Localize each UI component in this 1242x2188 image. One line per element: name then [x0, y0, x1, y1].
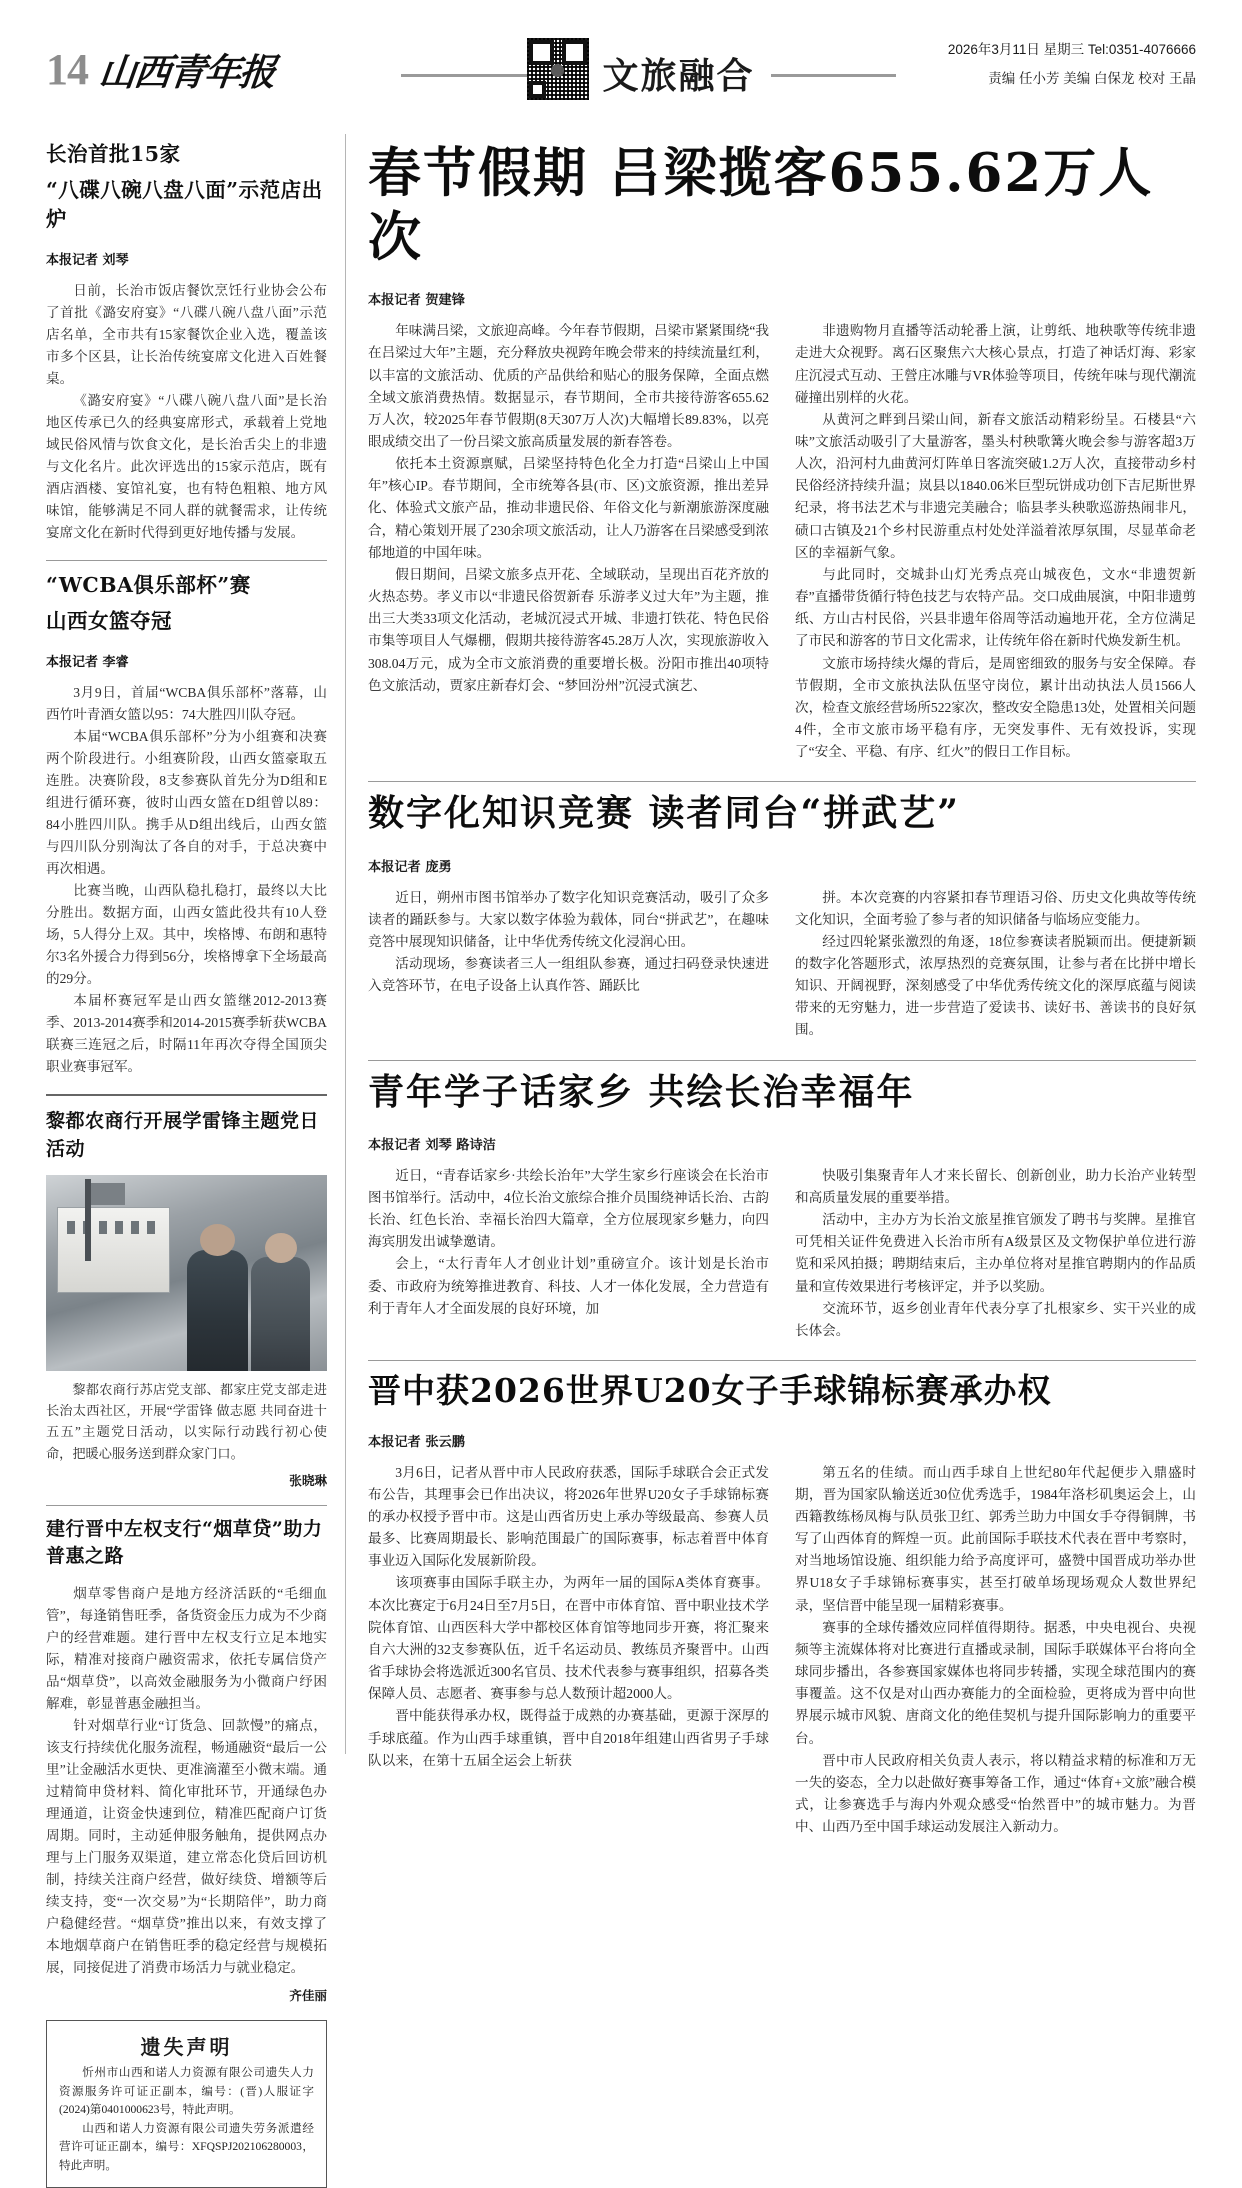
section3-headline: 青年学子话家乡 共绘长治幸福年	[368, 1070, 915, 1113]
article-lidu-bank-party-day	[46, 1108, 327, 1489]
article2-p2: 本届“WCBA俱乐部杯”分为小组赛和决赛两个阶段进行。小组赛阶段，山西女篮豪取五连胜。决赛阶段，8支参赛队首先分为D组和E组进行循环赛，彼时山西女篮在D组曾以89：84小胜四川队。携手从D组出线后，山西女篮与四川队分别淘汰了各自的对手，于总决赛中再次相遇。	[46, 728, 327, 876]
hero-c1-p2: 依托本土资源禀赋，吕梁坚持特色化全力打造“吕梁山上中国年”核心IP。春节期间，全市统筹各县(市、区)文旅资源，推出差异化、体验式文旅产品，推动非遗民俗、年俗文化与新潮旅游深度融合，精心策划开展了230余项文旅活动，让人乃游客在吕梁感受到浓郁地道的中国年味。	[368, 456, 770, 560]
hero-c2-p1: 非遗购物月直播等活动轮番上演，让剪纸、地秧歌等传统非遗走进大众视野。离石区聚焦六大核心景点，打造了神话灯海、彩家庄沉浸式互动、王營庄冰雕与VR体验等项目，传统年味与现代潮流碰撞出别样的火花。	[795, 323, 1196, 405]
hero-c1-p1: 年味满吕梁，文旅迎高峰。今年春节假期，吕梁市紧紧围绕“我在吕梁过大年”主题，充分释放央视跨年晚会带来的持续流量红利，以丰富的文旅活动、优质的产品供给和贴心的服务保障，全面点燃全域文旅消费热情。数据显示，春节期间，全市共接待游客655.62万人次，较2025年春节假期(8天307万人次)大幅增长89.83%，以亮眼成绩交出了一份吕梁文旅高质量发展的新春答卷。	[368, 323, 769, 449]
article3-headline: 黎都农商行开展学雷锋主题党日活动	[46, 1110, 320, 1160]
photo-credit: 张晓琳	[289, 1472, 327, 1488]
section3-columns	[368, 1165, 1196, 1342]
article2-headline-line1: “WCBA俱乐部杯”赛	[46, 573, 251, 598]
section-title: 文旅融合	[602, 54, 755, 97]
article2-body	[46, 682, 327, 1078]
main-divider-1	[368, 781, 1196, 782]
masthead-rule-right	[771, 74, 897, 77]
hero-byline: 本报记者 贺建锋	[368, 293, 465, 309]
hero-headline: 春节假期 吕梁揽客655.62万人次	[368, 142, 1154, 268]
article-changzhi-banquet	[46, 140, 327, 544]
s4-c2-p1: 第五名的佳绩。而山西手球自上世纪80年代起便步入鼎盛时期，晋为国家队输送近30位优秀选手，1984年洛杉矶奥运会上，山西籍教练杨凤梅与队员张卫红、郭秀兰助力中国女手夺得铜牌，书写了山西体育的辉煌一页。此前国际手联技术代表在晋中考察时，对当地场馆设施、组织能力给予高度评可，盛赞中国晋成功举办世界U18女子手球锦标赛事实，甚至打破单场现场观众人数世界纪录，坚信晋中能呈现一届精彩赛事。	[795, 1464, 1196, 1613]
section3-col-1	[368, 1165, 769, 1342]
notice-p1: 忻州市山西和诺人力资源有限公司遗失人力资源服务许可证正副本，编号：(晋)人服证字(2024)第0401000623号，特此声明。	[59, 2066, 314, 2117]
paper-name: 山西青年报	[96, 50, 277, 94]
hero-c2-p3: 与此同时，交城卦山灯光秀点亮山城夜色，文水“非遗贺新春”直播带货循行特色技艺与农特产品。交口成曲展演，中阳非遗剪纸、方山古村民俗，兴县非遗年俗周等活动遍地开花，全方位满足了市民和游客的节日文化需求，让传统年俗在新时代焕发新生机。	[795, 566, 1196, 649]
section4-byline: 本报记者 张云鹏	[368, 1434, 465, 1450]
article4-p1: 烟草零售商户是地方经济活跃的“毛细血管”，每逢销售旺季，备货资金压力成为不少商户的经营难题。建行晋中左权支行立足本地实际，精准对接商户融资需求，依托专属信贷产品“烟草贷”，以高效金融服务为小微商户纾困解难，彰显普惠金融担当。	[46, 1585, 327, 1711]
loss-declaration-box	[46, 2020, 327, 2188]
article2-headline-line2: 山西女篮夺冠	[46, 609, 172, 634]
section2-col-1	[368, 887, 769, 1042]
hero-col-2	[795, 320, 1196, 763]
publication-date: 2026年3月11日 星期三 Tel:0351-4076666	[947, 42, 1197, 57]
masthead-right	[896, 30, 1196, 87]
section2-col-2	[795, 887, 1196, 1042]
left-divider-2	[46, 1094, 327, 1096]
s2-c2-p2: 经过四轮紧张激烈的角逐，18位参赛读者脱颖而出。便捷新颖的数字化答题形式，浓厚热烈的竞赛氛围，让参与者在比拼中增长知识、开阔视野，深刻感受了中华优秀传统文化的深厚底蕴与阅读带来的无穷魅力，进一步营造了爱读书、读好书、善读书的良好氛围。	[795, 933, 1196, 1038]
main-column	[346, 134, 1197, 1835]
photo-person-2	[251, 1257, 310, 1371]
section4-headline: 晋中获2026世界U20女子手球锦标赛承办权	[368, 1371, 1052, 1411]
left-column	[46, 134, 346, 2172]
article1-p1: 日前，长治市饭店餐饮烹饪行业协会公布了首批《潞安府宴》“八碟八碗八盘八面”示范店名单，全市共有15家餐饮企业入选，覆盖该市多个区县，让长治传统宴席文化进入百姓餐桌。	[46, 283, 327, 387]
s3-c2-p3: 交流环节，返乡创业青年代表分享了扎根家乡、实干兴业的成长体会。	[795, 1300, 1196, 1338]
article2-p3: 比赛当晚，山西队稳扎稳打，最终以大比分胜出。数据方面，山西女篮此役共有10人登场，5人得分上双。其中，埃格博、布朗和惠特尔3名外援合力得到56分，埃格博拿下全场最高的29分。	[46, 882, 327, 986]
s3-c1-p2: 会上，“太行青年人才创业计划”重磅宣介。该计划是长治市委、市政府为统筹推进教育、科技、人才一体化发展，全力营造有利于青年人才全面发展的良好环境，加	[368, 1256, 769, 1316]
page-content	[46, 134, 1197, 2172]
notice-p2: 山西和诺人力资源有限公司遗失劳务派遣经营许可证正副本，编号：XFQSPJ202106280003，特此声明。	[59, 2121, 314, 2172]
section4-col-1	[368, 1462, 769, 1839]
s3-c2-p1: 快吸引集聚青年人才来长留长、创新创业，助力长治产业转型和高质量发展的重要举措。	[795, 1167, 1196, 1205]
page-number: 14	[46, 45, 88, 94]
article1-body	[46, 280, 327, 544]
article-youth-hometown	[368, 1071, 1196, 1342]
article1-p2: 《潞安府宴》“八碟八碗八盘八面”是长治地区传承已久的经典宴席形式，承载着上党地域民俗风情与饮食文化，是长治舌尖上的非遗与文化名片。此次评选出的15家示范店，既有酒店酒楼、宴馆礼宴，也有特色粗粮、地方风味馆，能够满足不同人群的就餐需求，让传统宴席文化在新时代得到更好地传播与发展。	[46, 393, 327, 541]
s4-c1-p1: 3月6日，记者从晋中市人民政府获悉，国际手球联合会正式发布公告，其理事会已作出决议，将2026年世界U20女子手球锦标赛的承办权授予晋中市。这是山西省历史上承办等级最高、参赛人员最多、比赛周期最长、影响范围最广的国际赛事，标志着晋中体育事业迈入国际化发展新阶段。	[368, 1464, 769, 1569]
article1-byline: 本报记者 刘琴	[46, 253, 129, 269]
qr-code-icon[interactable]	[527, 38, 589, 100]
section2-headline: 数字化知识竞赛 读者同台“拼武艺”	[368, 792, 960, 835]
editorial-staff: 责编 任小芳 美编 白保龙 校对 王晶	[988, 71, 1197, 86]
masthead-left	[46, 30, 391, 96]
s2-c2-p1: 拼。本次竞赛的内容紧扣春节理语习俗、历史文化典故等传统文化知识，全面考验了参与者的知识储备与临场应变能力。	[795, 889, 1196, 927]
section4-columns	[368, 1462, 1196, 1839]
article2-byline: 本报记者 李睿	[46, 654, 129, 670]
section2-byline: 本报记者 庞勇	[368, 859, 452, 875]
article-jinzhong-handball	[368, 1371, 1196, 1838]
news-photo	[46, 1175, 327, 1371]
section3-byline: 本报记者 刘琴 路诗洁	[368, 1137, 496, 1153]
hero-col-1	[368, 320, 769, 763]
hero-c2-p4: 文旅市场持续火爆的背后，是周密细致的服务与安全保障。春节假期，全市文旅执法队伍坚守岗位，累计出动执法人员1566人次，检查文旅经营场所522家次，整改安全隐患13处，处置相关问题4件，全市文旅市场平稳有序，无突发事件、无有效投诉，实现了“安全、平稳、有序、红火”的假日工作目标。	[795, 655, 1197, 760]
section2-columns	[368, 887, 1196, 1042]
masthead	[46, 30, 1196, 112]
left-divider-3	[46, 1505, 327, 1506]
article1-headline-line2: “八碟八碗八盘八面”示范店出炉	[46, 177, 323, 232]
article2-p4: 本届杯赛冠军是山西女篮继2012-2013赛季、2013-2014赛季和2014-2015赛季斩获WCBA联赛三连冠之后，时隔11年再次夺得全国顶尖职业赛事冠军。	[46, 993, 327, 1075]
section3-col-2	[795, 1165, 1196, 1342]
article1-headline-line1: 长治首批15家	[46, 142, 181, 166]
article-ccb-tobacco-loan	[46, 1516, 327, 2004]
article4-headline: 建行晋中左权支行“烟草贷”助力普惠之路	[46, 1517, 323, 1568]
masthead-rule-left	[401, 74, 527, 77]
main-divider-3	[368, 1360, 1196, 1361]
s4-c2-p2: 赛事的全球传播效应同样值得期待。据悉，中央电视台、央视频等主流媒体将对比赛进行直播或录制，国际手联媒体平台将向全球同步播出，各参赛国家媒体也将同步转播，实现全球范围内的赛事覆盖。这不仅是对山西办赛能力的全面检验，更将成为晋中向世界展示城市风貌、唐商文化的绝佳契机与提升国际影响力的重要平台。	[795, 1619, 1196, 1746]
s3-c2-p2: 活动中，主办方为长治文旅星推官颁发了聘书与奖牌。星推官可凭相关证件免费进入长治市所有A级景区及文物保护单位进行游览和采风拍摄；聘期结束后，主办单位将对星推官聘期内的作品质量和宣传效果进行考核评定，并予以奖励。	[795, 1212, 1196, 1294]
notice-title: 遗失声明	[140, 2035, 233, 2060]
main-divider-2	[368, 1060, 1196, 1061]
photo-flag	[85, 1179, 91, 1261]
left-divider-1	[46, 560, 327, 561]
article2-p1: 3月9日，首届“WCBA俱乐部杯”落幕，山西竹叶青酒女篮以95：74大胜四川队夺冠。	[46, 684, 327, 722]
s2-c1-p1: 近日，朔州市图书馆举办了数字化知识竞赛活动，吸引了众多读者的踊跃参与。大家以数字体验为载体，同台“拼武艺”，在趣味竞答中展现知识储备，让中华优秀传统文化浸润心田。	[368, 889, 769, 949]
hero-c2-p2: 从黄河之畔到吕梁山间，新春文旅活动精彩纷呈。石楼县“六味”文旅活动吸引了大量游客，墨头村秧歌篝火晚会参与游客超3万人次，沿河村九曲黄河灯阵单日客流突破1.2万人次，直接带动乡村民俗经济持续升温；岚县以1840.06米巨型玩饼成功创下吉尼斯世界纪录，将书法艺术与非遗完美融合；临县孝头秧歌巡游热闹非凡，碛口古镇及21个乡村民游重点村处处洋溢着浓厚氛围，尽显革命老区的幸福新气象。	[795, 411, 1196, 560]
article4-p2: 针对烟草行业“订货急、回款慢”的痛点，该支行持续优化服务流程，畅通融资“最后一公里”让金融活水更快、更准滴灌至小微末端。通过精简申贷材料、简化审批环节，开通绿色办理通道，让资金快速到位，精准匹配商户订货周期。同时，主动延伸服务触角，提供网点办理与上门服务双渠道，建立常态化贷后回访机制，持续关注商户经营，做好续贷、增额等后续支持，变“一次交易”为“长期陪伴”，助力商户稳健经营。“烟草贷”推出以来，有效支撑了本地烟草商户在销售旺季的稳定经营与规模拓展，同接促进了消费市场活力与就业稳定。	[46, 1717, 327, 1976]
article4-body	[46, 1583, 327, 1979]
s4-c1-p3: 晋中能获得承办权，既得益于成熟的办赛基础，更源于深厚的手球底蕴。作为山西手球重镇，晋中自2018年组建山西省男子手球队以来，在第十五届全运会上斩获	[368, 1708, 769, 1768]
s4-c2-p3: 晋中市人民政府相关负责人表示，将以精益求精的标准和万无一失的姿态，全力以赴做好赛事筹备工作，通过“体育+文旅”融合模式，让参赛选手与海内外观众感受“怡然晋中”的城市魅力。为晋中、山西乃至中国手球运动发展注入新动力。	[795, 1752, 1196, 1835]
article4-credit: 齐佳丽	[289, 1988, 327, 2004]
photo-banner	[57, 1207, 169, 1293]
s4-c1-p2: 该项赛事由国际手联主办，为两年一届的国际A类体育赛事。本次比赛定于6月24日至7月5日，在晋中市体育馆、晋中职业技术学院体育馆、山西医科大学中都校区体育馆等地同步开赛，将汇聚来自六大洲的32支参赛队伍，近千名运动员、教练员齐聚晋中。山西省手球协会将选派近300名官员、技术代表参与赛事组织，招募各类保障人员、志愿者、赛事参与总人数预计超2000人。	[368, 1575, 770, 1702]
section4-col-2	[795, 1462, 1196, 1839]
s3-c1-p1: 近日，“青春话家乡·共绘长治年”大学生家乡行座谈会在长治市图书馆举行。活动中，4位长治文旅综合推介员围绕神话长治、古韵长治、红色长治、幸福长治四大篇章，全方位展现家乡魅力，向四海宾朋发出诚挚邀请。	[368, 1167, 770, 1250]
masthead-center	[527, 30, 761, 100]
article-digital-quiz	[368, 792, 1196, 1041]
photo-person-1	[187, 1250, 249, 1372]
article-lvliang-spring-festival	[368, 142, 1196, 763]
hero-columns	[368, 320, 1196, 763]
article-wcba-cup	[46, 571, 327, 1078]
s2-c1-p2: 活动现场，参赛读者三人一组组队参赛，通过扫码登录快速进入竞答环节，在电子设备上认真作答、踊跃比	[368, 955, 769, 994]
hero-c1-p3: 假日期间，吕梁文旅多点开花、全域联动，呈现出百花齐放的火热态势。孝义市以“非遗民俗贺新春 乐游孝义过大年”为主题，推出三大类33项文化活动，老城沉浸式开城、非遗打铁花、特色民俗市集等项目人气爆棚，假期共接待游客45.28万人次，实现旅游收入308.04万元，成为全市文旅消费的重要增长极。汾阳市推出40项特色文旅活动，贾家庄新春灯会、“梦回汾州”沉浸式演艺、	[368, 566, 769, 693]
photo-caption: 黎都农商行苏店党支部、都家庄党支部走进长治太西社区，开展“学雷锋 做志愿 共同奋进十五五”主题党日活动，以实际行动践行初心使命，把暖心服务送到群众家门口。	[46, 1382, 327, 1461]
